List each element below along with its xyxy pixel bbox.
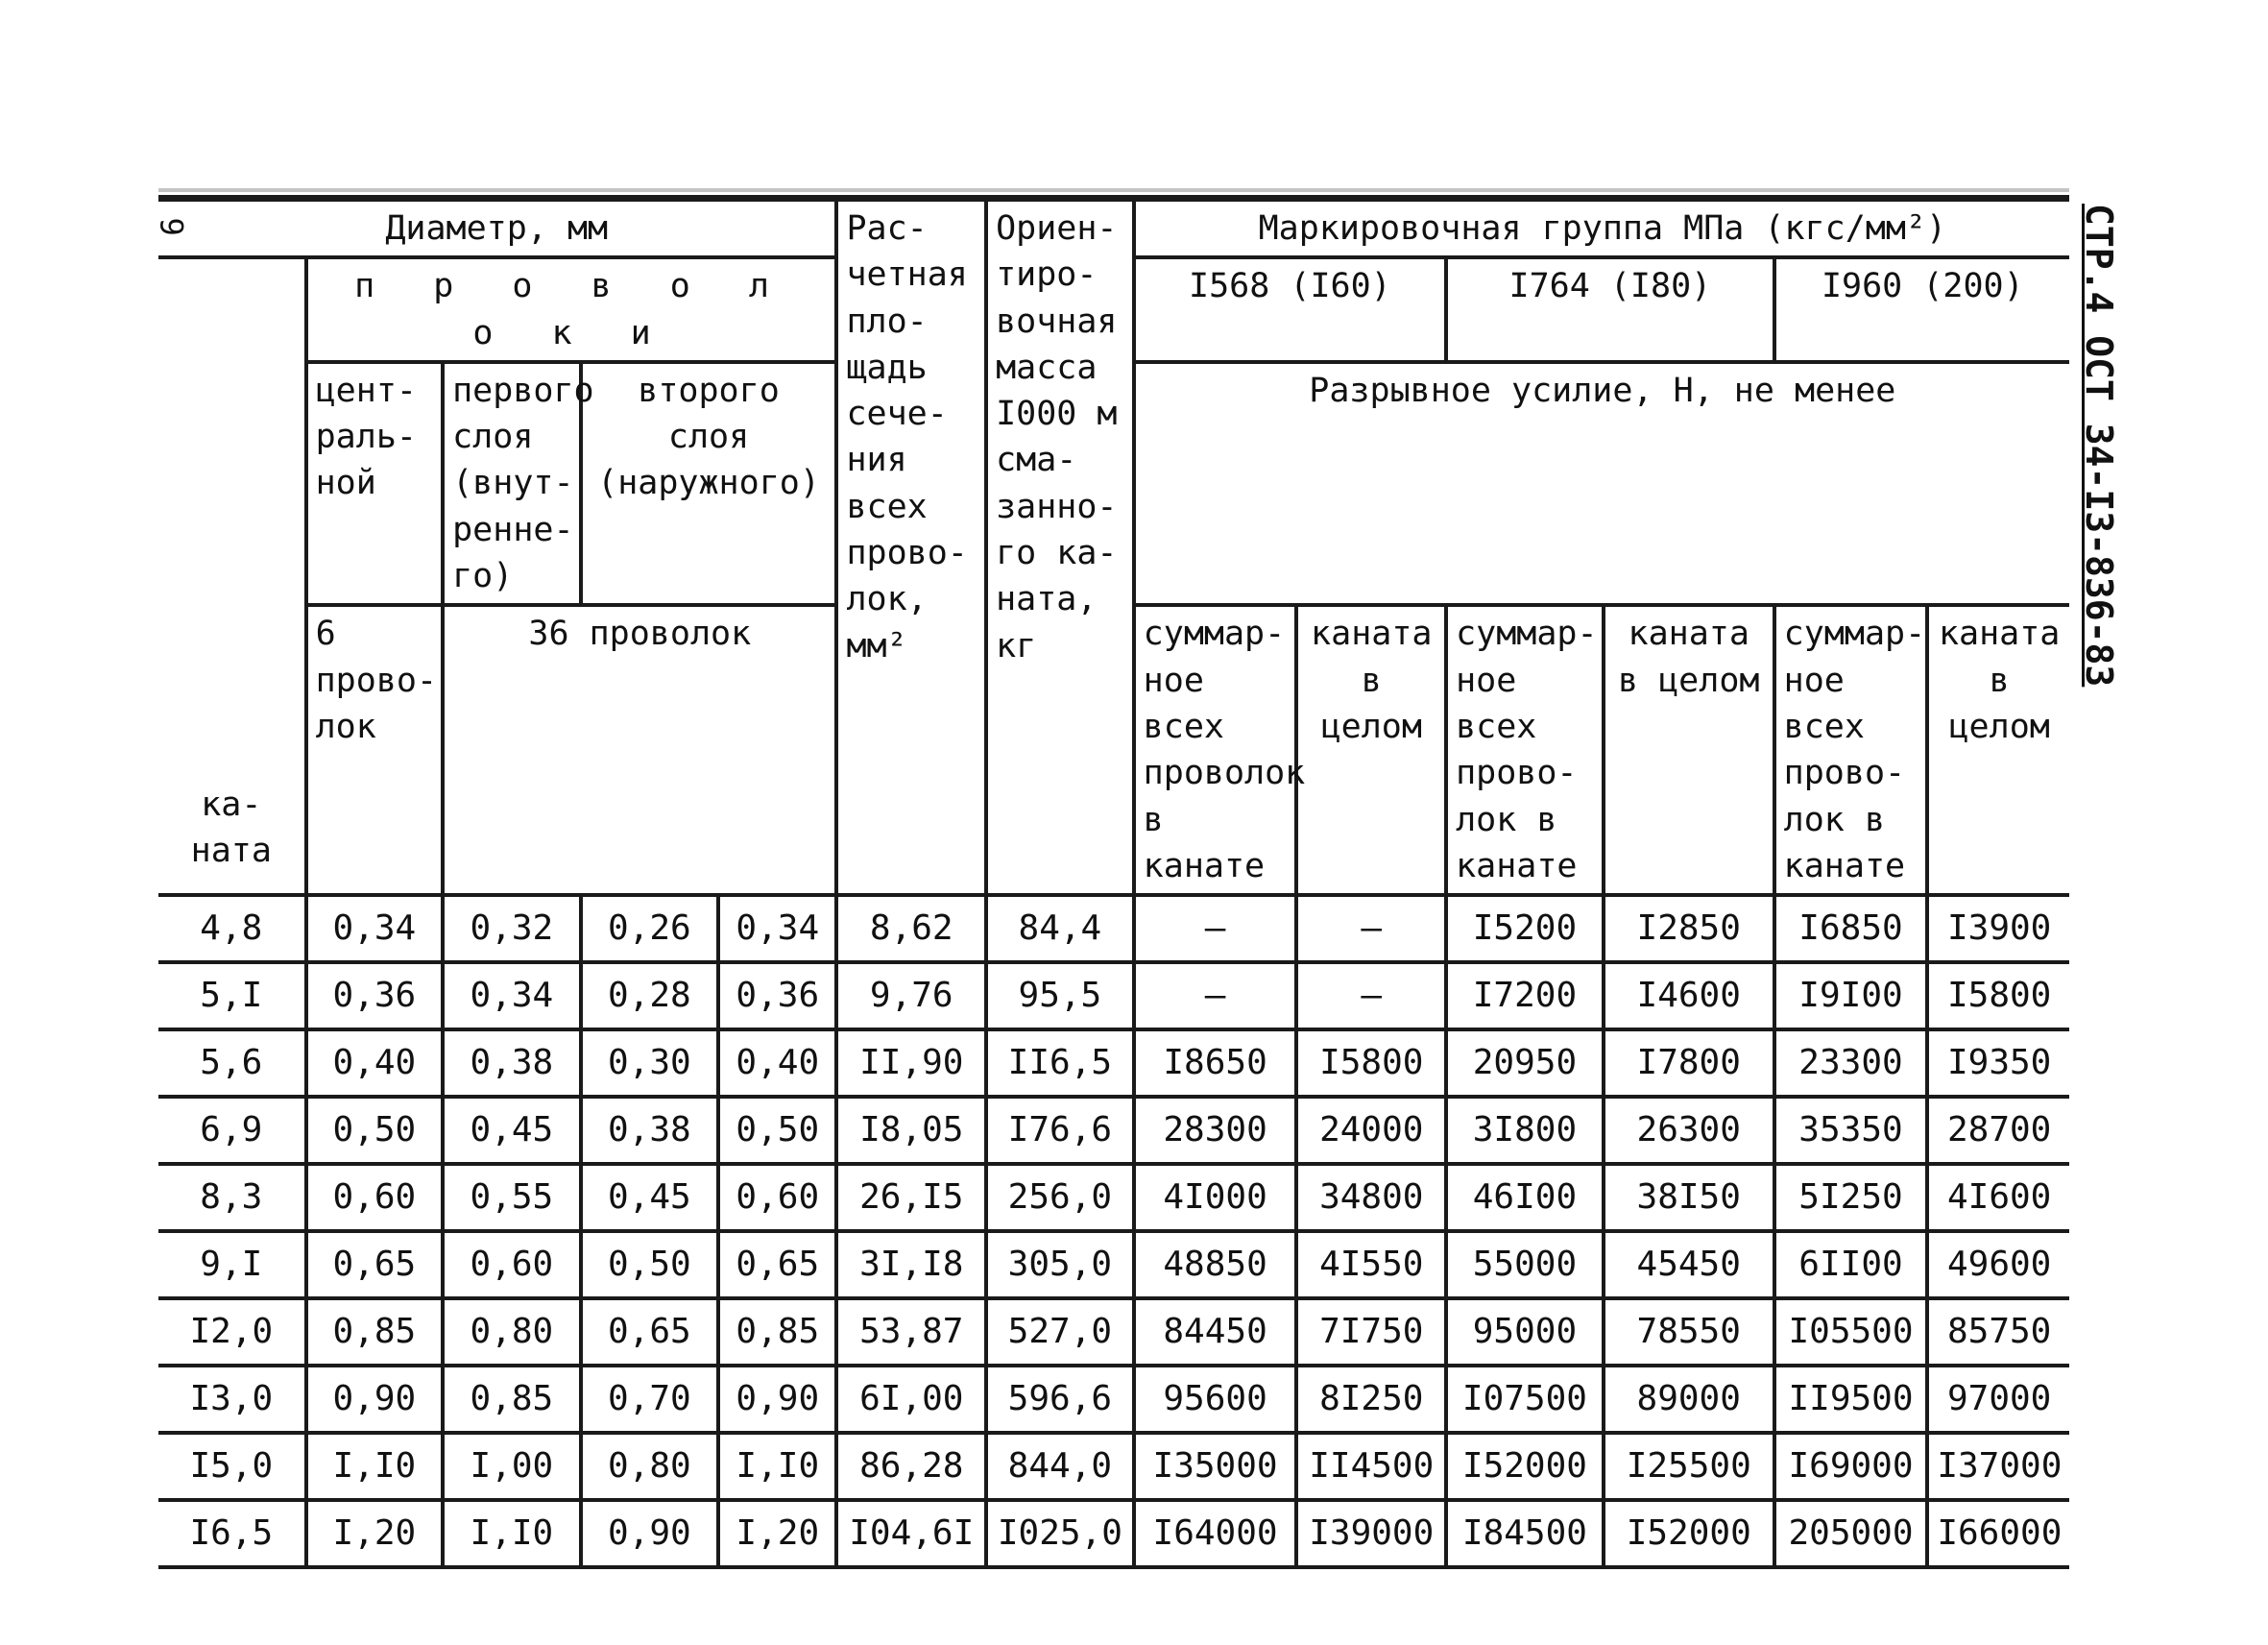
second-layer-wire-b-cell: 0,65 xyxy=(718,1231,836,1298)
rope-diameter-cell: 8,3 xyxy=(158,1164,306,1231)
rope-1568-cell: 24000 xyxy=(1296,1097,1446,1164)
rope-1568-cell: 4I550 xyxy=(1296,1231,1446,1298)
second-layer-wire-a-cell: 0,80 xyxy=(581,1433,719,1500)
group-2-header: I764 (I80) xyxy=(1446,257,1774,362)
top-rule xyxy=(158,188,2069,192)
rope-1960-cell: 28700 xyxy=(1927,1097,2069,1164)
area-cell: 3I,I8 xyxy=(836,1231,986,1298)
group-3-header: I960 (200) xyxy=(1774,257,2069,362)
sum-1764-cell: 20950 xyxy=(1446,1029,1604,1097)
area-header: Рас- четная пло- щадь сече- ния всех прово- лок, мм² xyxy=(836,199,986,896)
first-layer-wire-cell: 0,55 xyxy=(443,1164,581,1231)
second-layer-wire-b-cell: I,I0 xyxy=(718,1433,836,1500)
sum-1960-cell: I69000 xyxy=(1774,1433,1928,1500)
area-cell: I04,6I xyxy=(836,1500,986,1567)
rope-diameter-cell: I2,0 xyxy=(158,1298,306,1366)
rope-diameter-cell: 5,I xyxy=(158,962,306,1029)
first-layer-wire-cell: I,00 xyxy=(443,1433,581,1500)
second-layer-wire-a-cell: 0,50 xyxy=(581,1231,719,1298)
rope-diameter-cell: 6,9 xyxy=(158,1097,306,1164)
sum-1568-cell: I64000 xyxy=(1134,1500,1297,1567)
sum-1568-cell: – xyxy=(1134,895,1297,962)
sum-1568-cell: I35000 xyxy=(1134,1433,1297,1500)
rope-1960-cell: I37000 xyxy=(1927,1433,2069,1500)
mass-cell: 305,0 xyxy=(986,1231,1134,1298)
table-row xyxy=(158,1164,2069,1231)
second-layer-wire-b-cell: 0,36 xyxy=(718,962,836,1029)
sum-1960-cell: 35350 xyxy=(1774,1097,1928,1164)
rope-1960-cell: I9350 xyxy=(1927,1029,2069,1097)
second-layer-wire-a-cell: 0,45 xyxy=(581,1164,719,1231)
rope-diameter-cell: I3,0 xyxy=(158,1366,306,1433)
table-row xyxy=(158,895,2069,962)
central-wire-header: цент- раль- ной xyxy=(306,362,444,605)
rope-1568-cell: II4500 xyxy=(1296,1433,1446,1500)
sum-1568-cell: 48850 xyxy=(1134,1231,1297,1298)
first-layer-header: первого слоя (внут- ренне- го) xyxy=(443,362,581,605)
central-wire-cell: 0,36 xyxy=(306,962,444,1029)
rope-1960-cell: I66000 xyxy=(1927,1500,2069,1567)
sum-1764-cell: 3I800 xyxy=(1446,1097,1604,1164)
sum-1764-cell: 55000 xyxy=(1446,1231,1604,1298)
rope-diameter-cell: 4,8 xyxy=(158,895,306,962)
sum-1568-cell: – xyxy=(1134,962,1297,1029)
sum-1568-cell: 4I000 xyxy=(1134,1164,1297,1231)
mass-cell: 84,4 xyxy=(986,895,1134,962)
central-wire-cell: 0,34 xyxy=(306,895,444,962)
rope-1568-cell: I39000 xyxy=(1296,1500,1446,1567)
first-layer-wire-cell: 0,34 xyxy=(443,962,581,1029)
sum-1764-cell: I7200 xyxy=(1446,962,1604,1029)
mass-cell: 844,0 xyxy=(986,1433,1134,1500)
second-layer-wire-a-cell: 0,26 xyxy=(581,895,719,962)
first-layer-wire-cell: 0,32 xyxy=(443,895,581,962)
second-layer-wire-b-cell: 0,40 xyxy=(718,1029,836,1097)
second-layer-wire-a-cell: 0,38 xyxy=(581,1097,719,1164)
sum-1568-cell: 95600 xyxy=(1134,1366,1297,1433)
wires-header: п р о в о л о к и xyxy=(306,257,837,362)
second-layer-header: второго слоя (наружного) xyxy=(581,362,837,605)
rope-whole-header-1: каната в целом xyxy=(1296,605,1446,895)
second-layer-wire-b-cell: 0,60 xyxy=(718,1164,836,1231)
table-row xyxy=(158,1298,2069,1366)
side-label xyxy=(2074,204,2132,688)
table-row xyxy=(158,1433,2069,1500)
rope-1960-cell: 49600 xyxy=(1927,1231,2069,1298)
second-layer-wire-b-cell: 0,90 xyxy=(718,1366,836,1433)
rope-1764-cell: I7800 xyxy=(1604,1029,1774,1097)
table-row xyxy=(158,1029,2069,1097)
breaking-force-header: Разрывное усилие, Н, не менее xyxy=(1134,362,2069,605)
second-layer-wire-b-cell: I,20 xyxy=(718,1500,836,1567)
rope-whole-header-2: каната в целом xyxy=(1604,605,1774,895)
central-wire-cell: 0,60 xyxy=(306,1164,444,1231)
diameter-header-cell xyxy=(153,199,836,258)
sum-1764-cell: 95000 xyxy=(1446,1298,1604,1366)
sum-1960-cell: 5I250 xyxy=(1774,1164,1928,1231)
area-cell: I8,05 xyxy=(836,1097,986,1164)
first-layer-wire-cell: 0,85 xyxy=(443,1366,581,1433)
central-wire-cell: 0,85 xyxy=(306,1298,444,1366)
sum-1960-cell: I05500 xyxy=(1774,1298,1928,1366)
mass-cell: II6,5 xyxy=(986,1029,1134,1097)
area-cell: 6I,00 xyxy=(836,1366,986,1433)
rope-1764-cell: I52000 xyxy=(1604,1500,1774,1567)
second-layer-wire-a-cell: 0,70 xyxy=(581,1366,719,1433)
rope-1960-cell: I5800 xyxy=(1927,962,2069,1029)
rope-1764-cell: 26300 xyxy=(1604,1097,1774,1164)
central-wire-cell: 0,65 xyxy=(306,1231,444,1298)
table-header xyxy=(153,199,2069,896)
area-cell: 9,76 xyxy=(836,962,986,1029)
central-wire-cell: 0,90 xyxy=(306,1366,444,1433)
mass-cell: 256,0 xyxy=(986,1164,1134,1231)
mass-cell: I025,0 xyxy=(986,1500,1134,1567)
sum-1764-cell: I52000 xyxy=(1446,1433,1604,1500)
rope-1764-cell: I4600 xyxy=(1604,962,1774,1029)
table-row xyxy=(158,962,2069,1029)
area-cell: 53,87 xyxy=(836,1298,986,1366)
first-layer-wire-cell: 0,45 xyxy=(443,1097,581,1164)
sum-1960-cell: I9I00 xyxy=(1774,962,1928,1029)
sum-1764-cell: I07500 xyxy=(1446,1366,1604,1433)
rope-spec-table xyxy=(153,195,2069,1569)
second-layer-wire-a-cell: 0,90 xyxy=(581,1500,719,1567)
mass-cell: 527,0 xyxy=(986,1298,1134,1366)
rope-1960-cell: 85750 xyxy=(1927,1298,2069,1366)
area-cell: 86,28 xyxy=(836,1433,986,1500)
sum-1764-cell: I84500 xyxy=(1446,1500,1604,1567)
table-row xyxy=(158,1231,2069,1298)
six-wires-header: 6 прово- лок xyxy=(306,605,444,895)
second-layer-wire-b-cell: 0,50 xyxy=(718,1097,836,1164)
rope-diameter-cell: 5,6 xyxy=(158,1029,306,1097)
rope-1960-cell: I3900 xyxy=(1927,895,2069,962)
marking-group-header: Маркировочная группа МПа (кгс/мм²) xyxy=(1134,199,2069,258)
table-row xyxy=(158,1500,2069,1567)
area-cell: II,90 xyxy=(836,1029,986,1097)
mass-header: Ориен- тиро- вочная масса I000 м сма- занно- го ка- ната, кг xyxy=(986,199,1134,896)
rope-diameter-cell: I6,5 xyxy=(158,1500,306,1567)
sum-1960-cell: 23300 xyxy=(1774,1029,1928,1097)
rope-1568-cell: 7I750 xyxy=(1296,1298,1446,1366)
mass-cell: I76,6 xyxy=(986,1097,1134,1164)
rope-1960-cell: 4I600 xyxy=(1927,1164,2069,1231)
rope-1568-cell: 34800 xyxy=(1296,1164,1446,1231)
second-layer-wire-a-cell: 0,30 xyxy=(581,1029,719,1097)
rope-1764-cell: 78550 xyxy=(1604,1298,1774,1366)
table-row xyxy=(158,1097,2069,1164)
rope-diameter-cell: I5,0 xyxy=(158,1433,306,1500)
rope-header: ка- ната xyxy=(158,257,306,895)
first-layer-wire-cell: 0,60 xyxy=(443,1231,581,1298)
group-1-header: I568 (I60) xyxy=(1134,257,1446,362)
first-layer-wire-cell: 0,80 xyxy=(443,1298,581,1366)
rope-diameter-cell: 9,I xyxy=(158,1231,306,1298)
rope-whole-header-3: каната в целом xyxy=(1927,605,2069,895)
second-layer-wire-a-cell: 0,65 xyxy=(581,1298,719,1366)
second-layer-wire-b-cell: 0,34 xyxy=(718,895,836,962)
rope-1764-cell: 38I50 xyxy=(1604,1164,1774,1231)
rope-1764-cell: I25500 xyxy=(1604,1433,1774,1500)
rope-1568-cell: I5800 xyxy=(1296,1029,1446,1097)
rope-1568-cell: 8I250 xyxy=(1296,1366,1446,1433)
thirtysix-wires-header: 36 проволок xyxy=(443,605,836,895)
first-layer-wire-cell: I,I0 xyxy=(443,1500,581,1567)
central-wire-cell: 0,50 xyxy=(306,1097,444,1164)
table-body xyxy=(158,895,2069,1567)
rope-1764-cell: 89000 xyxy=(1604,1366,1774,1433)
rope-1568-cell: – xyxy=(1296,895,1446,962)
rope-1568-cell: – xyxy=(1296,962,1446,1029)
first-layer-wire-cell: 0,38 xyxy=(443,1029,581,1097)
sum-all-wires-header-2: суммар- ное всех прово- лок в канате xyxy=(1446,605,1604,895)
rope-1764-cell: 45450 xyxy=(1604,1231,1774,1298)
diameter-header: Диаметр, мм xyxy=(385,209,609,248)
mass-cell: 95,5 xyxy=(986,962,1134,1029)
document-code: СТР.4 ОСТ 34-I3-836-83 xyxy=(2078,204,2120,688)
central-wire-cell: I,20 xyxy=(306,1500,444,1567)
page-number: 9 xyxy=(153,217,190,236)
area-cell: 26,I5 xyxy=(836,1164,986,1231)
sum-1568-cell: 84450 xyxy=(1134,1298,1297,1366)
rope-1960-cell: 97000 xyxy=(1927,1366,2069,1433)
sum-all-wires-header-3: суммар- ное всех прово- лок в канате xyxy=(1774,605,1928,895)
sum-1960-cell: 205000 xyxy=(1774,1500,1928,1567)
sum-1960-cell: 6II00 xyxy=(1774,1231,1928,1298)
sum-1960-cell: I6850 xyxy=(1774,895,1928,962)
sum-all-wires-header-1: суммар- ное всех проволок в канате xyxy=(1134,605,1297,895)
table-row xyxy=(158,1366,2069,1433)
mass-cell: 596,6 xyxy=(986,1366,1134,1433)
central-wire-cell: I,I0 xyxy=(306,1433,444,1500)
sum-1568-cell: 28300 xyxy=(1134,1097,1297,1164)
sum-1568-cell: I8650 xyxy=(1134,1029,1297,1097)
rope-1764-cell: I2850 xyxy=(1604,895,1774,962)
sum-1764-cell: 46I00 xyxy=(1446,1164,1604,1231)
sum-1960-cell: II9500 xyxy=(1774,1366,1928,1433)
central-wire-cell: 0,40 xyxy=(306,1029,444,1097)
area-cell: 8,62 xyxy=(836,895,986,962)
second-layer-wire-a-cell: 0,28 xyxy=(581,962,719,1029)
second-layer-wire-b-cell: 0,85 xyxy=(718,1298,836,1366)
sum-1764-cell: I5200 xyxy=(1446,895,1604,962)
